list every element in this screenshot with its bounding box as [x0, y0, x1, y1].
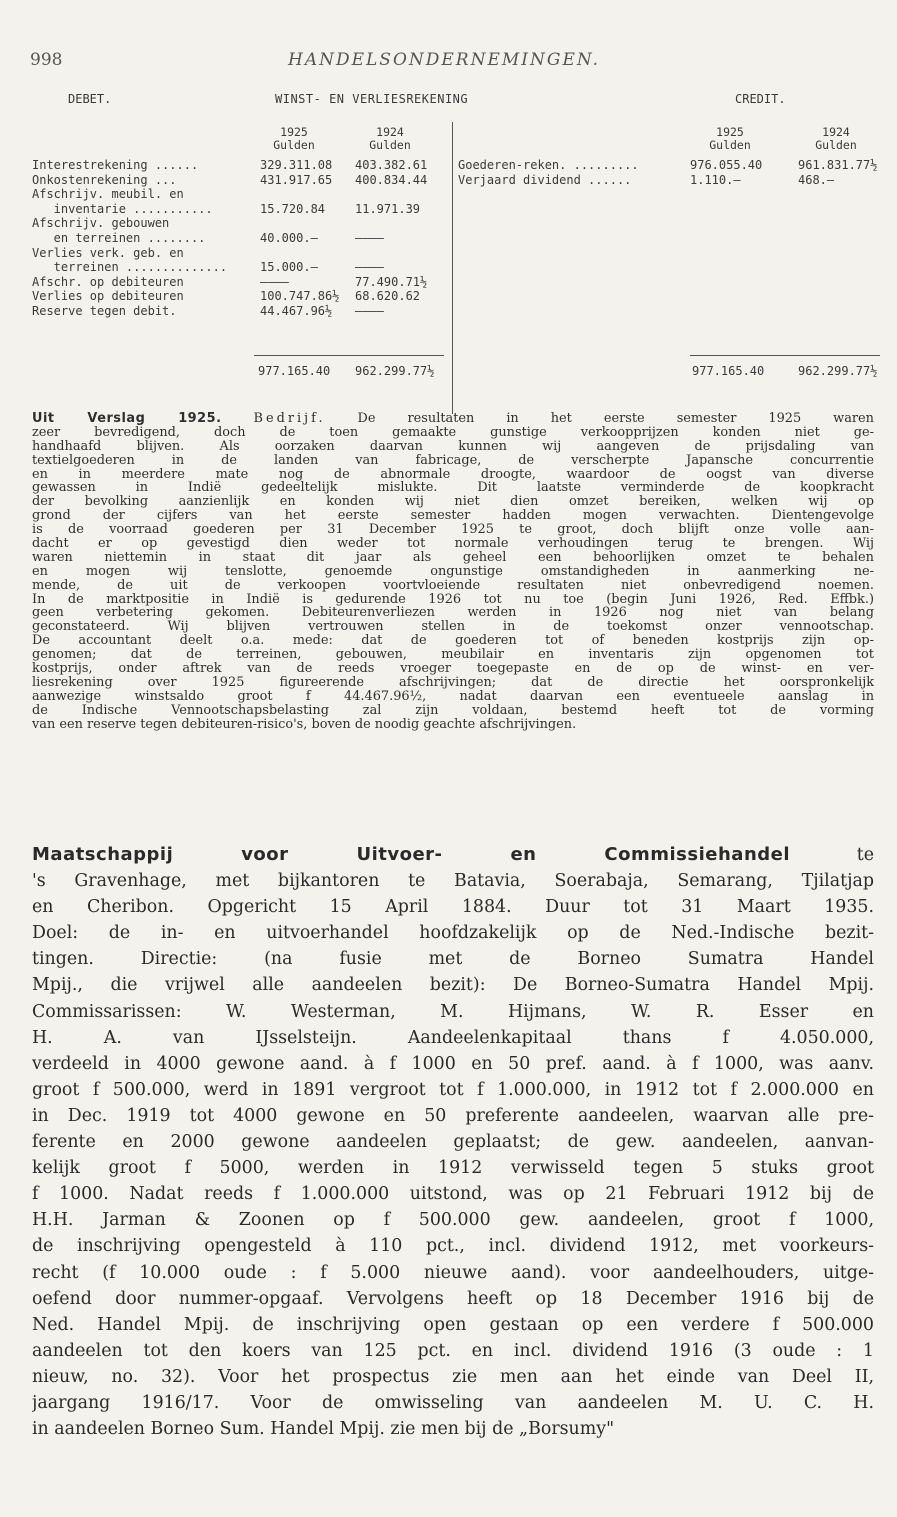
page-number: 998 [30, 50, 63, 70]
value-1924: 68.620.62 [355, 289, 421, 304]
row-label: terreinen .............. [32, 260, 228, 275]
company-line: Mpij., die vrijwel alle aandeelen bezit): De Borneo-Sumatra Handel Mpij. [32, 975, 874, 996]
report-line: handhaafd blijven. Als oorzaken daarvan kunnen wij aangeven de prijsdaling van [32, 438, 874, 454]
annual-report-summary [32, 412, 874, 731]
company-line: oefend door nummer-opgaaf. Vervolgens heeft op 18 December 1916 bij de [32, 1288, 874, 1309]
debit-total-rule [254, 355, 444, 356]
debit-row [32, 275, 452, 289]
value-1925: 44.467.96½ [260, 304, 333, 318]
company-line: en Cheribon. Opgericht 15 April 1884. Duur tot 31 Maart 1935. [32, 897, 874, 918]
company-line: verdeeld in 4000 gewone aand. à f 1000 en 50 pref. aand. à f 1000, was aanv. [32, 1053, 874, 1074]
debit-total-1924: 962.299.77½ [355, 364, 435, 378]
value-1924: 403.382.61 [355, 158, 428, 172]
value-1925: 976.055.40 [690, 158, 763, 172]
credit-total-rule [690, 355, 880, 356]
company-line: jaargang 1916/17. Voor de omwisseling van aandeelen M. U. C. H. [32, 1392, 874, 1413]
company-line: aandeelen tot den koers van 125 pct. en incl. dividend 1916 (3 oude : 1 [32, 1340, 874, 1361]
report-line: liesrekening over 1925 figureerende afschrijvingen; dat de directie het oorspronkelijk [32, 674, 874, 690]
company-line: tingen. Directie: (na fusie met de Borneo Sumatra Handel [32, 949, 874, 970]
company-line: f 1000. Nadat reeds f 1.000.000 uitstond, was op 21 Februari 1912 bij de [32, 1184, 874, 1205]
report-line: In de marktpositie in Indië is gedurende 1926 tot nu toe (begin Juni 1926, Red. Effbk.) [32, 591, 874, 607]
report-bedrijf: Bedrijf. [253, 411, 326, 426]
credit-col-1925 [690, 126, 770, 152]
debit-row [32, 187, 452, 201]
report-line: grond der cijfers van het eerste semester hadden mogen verwachten. Dientengevolge [32, 508, 874, 524]
profit-loss-statement [0, 92, 897, 402]
report-line: geen verbetering gekomen. Debiteurenverliezen werden in 1926 nog niet van belang [32, 605, 874, 621]
unit-label: Gulden [815, 138, 857, 152]
value-1924: 400.834.44 [355, 172, 428, 187]
unit-label: Gulden [709, 138, 751, 152]
report-line: aanwezige winstsaldo groot f 44.467.96½, nadat daarvan een eventueele aanslag in [32, 688, 874, 704]
debit-row [32, 246, 452, 260]
value-1924: 961.831.77½ [798, 158, 878, 172]
report-line: van een reserve tegen debiteuren-risico's, boven de noodig geachte afschrijvingen. [32, 716, 577, 732]
running-head [30, 50, 867, 76]
value-1924: 11.971.39 [355, 201, 421, 216]
value-1924: 468.— [798, 172, 835, 187]
running-title: HANDELSONDERNEMINGEN. [288, 50, 601, 70]
row-label: Afschrijv. meubil. en [32, 187, 184, 202]
value-1924: 77.490.71½ [355, 274, 428, 289]
debit-row [32, 260, 452, 274]
row-label: Afschr. op debiteuren [32, 274, 184, 289]
value-1925: 1.110.— [690, 172, 741, 187]
company-line: Ned. Handel Mpij. de inschrijving open gestaan op een verdere f 500.000 [32, 1314, 874, 1335]
report-line: De accountant deelt o.a. mede: dat de goederen tot of beneden kostprijs zijn op- [32, 633, 874, 649]
value-1925: 15.000.— [260, 260, 318, 275]
value-1925: 329.311.08 [260, 158, 333, 172]
debit-row [32, 304, 452, 318]
company-name: Maatschappij voor Uitvoer- en Commissiehandel [32, 844, 791, 865]
company-first-line [32, 842, 874, 868]
report-line: de Indische Vennootschapsbelasting zal zijn voldaan, bestemd heeft tot de vorming [32, 702, 874, 718]
debit-total-1925: 977.165.40 [258, 364, 331, 378]
value-1925: 15.720.84 [260, 201, 326, 216]
statement-title: WINST- EN VERLIESREKENING [275, 92, 469, 106]
row-label: Verlies op debiteuren [32, 289, 184, 304]
company-entry [32, 842, 874, 1442]
report-line: zeer bevredigend, doch de toen gemaakte gunstige verkoopprijzen konden niet ge- [32, 424, 874, 440]
column-divider [452, 122, 453, 414]
value-1925: 40.000.— [260, 231, 318, 245]
unit-label: Gulden [273, 138, 315, 152]
row-label: inventarie ........... [32, 201, 213, 216]
row-label: Verjaard dividend ...... [458, 172, 632, 187]
credit-row [458, 158, 878, 172]
company-line: nieuw, no. 32). Voor het prospectus zie men aan het einde van Deel II, [32, 1366, 874, 1387]
row-label: Goederen-reken. ......... [458, 158, 639, 172]
row-label: Verlies verk. geb. en [32, 245, 184, 260]
company-line: Commissarissen: W. Westerman, M. Hijmans, W. R. Esser en [32, 1001, 874, 1022]
company-line: te [790, 845, 874, 865]
report-line: mende, de uit de verkoopen voortvloeiende resultaten niet onbevredigend noemen. [32, 577, 874, 593]
credit-col-1924 [796, 126, 876, 152]
company-line: groot f 500.000, werd in 1891 vergroot tot f 1.000.000, in 1912 tot f 2.000.000 en [32, 1079, 874, 1100]
report-line: geconstateerd. Wij blijven vertrouwen stellen in de toekomst onzer vennootschap. [32, 619, 874, 635]
report-line: dacht er op gevestigd dien weder tot normale verhoudingen terug te brengen. Wij [32, 536, 874, 552]
value-1925: ———— [260, 274, 289, 289]
value-1924: ———— [355, 231, 384, 245]
company-line: H.H. Jarman & Zoonen op f 500.000 gew. aandeelen, groot f 1000, [32, 1210, 874, 1231]
report-line: en mogen wij tenslotte, genoemde ongunstige omstandigheden in aanmerking ne- [32, 563, 874, 579]
debit-row [32, 173, 452, 187]
company-line: kelijk groot f 5000, werden in 1912 verwisseld tegen 5 stuks groot [32, 1158, 874, 1179]
credit-row [458, 173, 878, 187]
debit-row [32, 202, 452, 216]
debit-row [32, 289, 452, 303]
credit-total-1924: 962.299.77½ [798, 364, 878, 378]
report-lead: Uit Verslag 1925. [32, 411, 222, 426]
credit-label: CREDIT. [735, 92, 786, 106]
row-label: Reserve tegen debit. [32, 304, 177, 318]
year-label: 1924 [822, 125, 850, 139]
company-line: recht (f 10.000 oude : f 5.000 nieuwe aand). voor aandeelhouders, uitge- [32, 1262, 874, 1283]
report-line: textielgoederen in de landen van fabricage, de verscherpte Japansche concurrentie [32, 452, 874, 468]
row-label: Interestrekening ...... [32, 158, 199, 172]
report-line: en in meerdere mate nog de abnormale droogte, waardoor de oogst van diverse [32, 466, 874, 482]
company-line: ferente en 2000 gewone aandeelen geplaatst; de gew. aandeelen, aanvan- [32, 1132, 874, 1153]
report-line: waren niettemin in staat dit jaar als geheel een behoorlijken omzet te behalen [32, 549, 874, 565]
row-label: Onkostenrekening ... [32, 172, 177, 187]
year-label: 1925 [280, 125, 308, 139]
company-line: Doel: de in- en uitvoerhandel hoofdzakelijk op de Ned.-Indische bezit- [32, 923, 874, 944]
report-first-line [32, 412, 874, 426]
company-line: in Dec. 1919 tot 4000 gewone en 50 preferente aandeelen, waarvan alle pre- [32, 1105, 874, 1126]
report-line: genomen; dat de terreinen, gebouwen, meubilair en inventaris zijn opgenomen tot [32, 647, 874, 663]
credit-total-1925: 977.165.40 [692, 364, 765, 378]
unit-label: Gulden [369, 138, 411, 152]
value-1925: 431.917.65 [260, 172, 333, 187]
report-line: De resultaten in het eerste semester 1925 waren [357, 411, 874, 426]
report-line: kostprijs, onder aftrek van de reeds vroeger toegepaste en de op de winst- en ver- [32, 661, 874, 677]
year-label: 1924 [376, 125, 404, 139]
debit-row [32, 216, 452, 230]
report-line: is de voorraad goederen per 31 December 1925 te groot, doch blijft onze volle aan- [32, 522, 874, 538]
debet-label: DEBET. [68, 92, 112, 106]
value-1924: ———— [355, 304, 384, 318]
company-line: 's Gravenhage, met bijkantoren te Batavia, Soerabaja, Semarang, Tjilatjap [32, 871, 874, 892]
company-line: H. A. van IJsselsteijn. Aandeelenkapitaal thans f 4.050.000, [32, 1027, 874, 1048]
debit-col-1924 [350, 126, 430, 152]
year-label: 1925 [716, 125, 744, 139]
report-line: gewassen in Indië gedeeltelijk mislukte. Dit laatste verminderde de koopkracht [32, 480, 874, 496]
row-label: en terreinen ........ [32, 231, 206, 245]
row-label: Afschrijv. gebouwen [32, 216, 170, 231]
debit-row [32, 158, 452, 172]
value-1925: 100.747.86½ [260, 289, 340, 304]
report-line: der bevolking aanzienlijk en konden wij niet dien omzet bereiken, welken wij op [32, 494, 874, 510]
value-1924: ———— [355, 260, 384, 275]
company-line: de inschrijving opengesteld à 110 pct., incl. dividend 1912, met voorkeurs- [32, 1236, 874, 1257]
debit-col-1925 [254, 126, 334, 152]
company-line: in aandeelen Borneo Sum. Handel Mpij. zie men bij de „Borsumy" [32, 1419, 615, 1440]
debit-row [32, 231, 452, 245]
